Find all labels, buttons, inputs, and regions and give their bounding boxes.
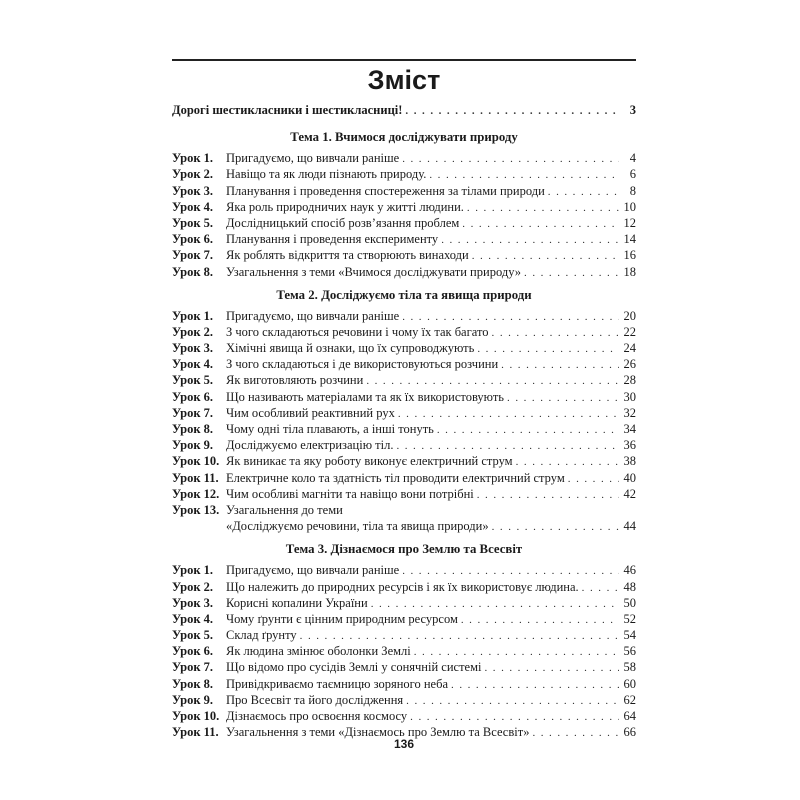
toc-lesson-entry[interactable] xyxy=(172,421,636,437)
lesson-page: 4 xyxy=(629,151,636,166)
lesson-title: Що належить до природних ресурсів і як їх використовує людина. xyxy=(226,579,579,594)
lesson-label: Урок 6. xyxy=(172,232,214,247)
dot-leader xyxy=(548,184,619,200)
topic-heading: Тема 2. Досліджуємо тіла та явища природи xyxy=(276,287,532,302)
lesson-title: Що відомо про сусідів Землі у сонячній системі xyxy=(226,660,482,675)
lesson-label: Урок 6. xyxy=(172,644,214,659)
lesson-label: Урок 5. xyxy=(172,373,214,388)
dot-leader xyxy=(507,390,619,406)
lesson-page: 10 xyxy=(623,199,636,214)
lesson-title: Узагальнення до теми xyxy=(226,502,343,517)
lesson-title: Електричне коло та здатність тіл проводити електричний струм xyxy=(226,470,565,485)
lesson-title: Привідкриваємо таємницю зоряного неба xyxy=(226,676,449,691)
dot-leader xyxy=(467,200,619,216)
lesson-title: Чому ґрунти є цінним природним ресурсом xyxy=(226,611,458,626)
lesson-title: Як виготовляють розчини xyxy=(226,373,364,388)
lesson-page: 34 xyxy=(623,422,636,436)
lesson-title: Пригадуємо, що вивчали раніше xyxy=(226,563,400,578)
lesson-label: Урок 8. xyxy=(172,264,214,279)
lesson-label: Урок 9. xyxy=(172,692,214,707)
lesson-title: Хімічні явища й ознаки, що їх супроводжують xyxy=(226,341,475,356)
toc-lesson-entry[interactable] xyxy=(172,324,636,340)
toc-lesson-entry[interactable] xyxy=(172,692,636,708)
toc-lesson-entry[interactable] xyxy=(172,595,636,611)
top-rule xyxy=(172,59,636,61)
lesson-page: 48 xyxy=(623,579,636,594)
intro-page: 3 xyxy=(629,103,636,117)
lesson-title: Чим особливий реактивний рух xyxy=(226,405,395,420)
lesson-label: Урок 3. xyxy=(172,341,214,356)
toc-intro-entry[interactable] xyxy=(172,102,636,118)
dot-leader xyxy=(366,373,619,389)
toc-lesson-entry[interactable] xyxy=(172,579,636,595)
lesson-label: Урок 12. xyxy=(172,486,220,501)
dot-leader xyxy=(582,580,619,596)
lesson-page: 6 xyxy=(629,167,636,182)
lesson-title: Яка роль природничих наук у житті людини. xyxy=(226,199,464,214)
toc-lesson-entry[interactable] xyxy=(172,183,636,199)
dot-leader xyxy=(410,709,619,725)
lesson-label: Урок 9. xyxy=(172,438,214,453)
dot-leader xyxy=(516,454,619,470)
toc-lesson-entry[interactable] xyxy=(172,627,636,643)
lesson-page: 60 xyxy=(623,676,636,691)
toc-lesson-entry[interactable] xyxy=(172,199,636,215)
lesson-title: Узагальнення з теми «Вчимося досліджувати природу» xyxy=(226,264,522,279)
dot-leader xyxy=(492,325,619,341)
dot-leader xyxy=(405,103,619,119)
lesson-page: 44 xyxy=(623,519,636,534)
lesson-label: Урок 3. xyxy=(172,595,214,610)
lesson-label: Урок 4. xyxy=(172,199,214,214)
lesson-page: 46 xyxy=(623,563,636,578)
toc-lesson-entry[interactable] xyxy=(172,356,636,372)
dot-leader xyxy=(462,216,619,232)
intro-text: Дорогі шестикласники і шестикласниці! xyxy=(172,103,403,117)
dot-leader xyxy=(398,406,619,422)
dot-leader xyxy=(371,596,619,612)
toc-lesson-entry[interactable] xyxy=(172,437,636,453)
lesson-page: 32 xyxy=(623,405,636,420)
toc-lesson-entry[interactable] xyxy=(172,676,636,692)
dot-leader xyxy=(472,248,619,264)
toc-lesson-entry[interactable] xyxy=(172,389,636,405)
dot-leader xyxy=(484,660,619,676)
lesson-page: 30 xyxy=(623,389,636,404)
lesson-label: Урок 7. xyxy=(172,248,214,263)
dot-leader xyxy=(477,341,619,357)
lesson-label: Урок 4. xyxy=(172,357,214,372)
lesson-title: Узагальнення з теми «Дізнаємось про Землю та Всесвіт» xyxy=(226,725,530,740)
lesson-label: Урок 8. xyxy=(172,422,214,436)
lesson-label: Урок 2. xyxy=(172,324,214,339)
lesson-title: Склад ґрунту xyxy=(226,628,297,643)
lesson-title: З чого складаються речовини і чому їх так багато xyxy=(226,324,489,339)
dot-leader xyxy=(402,563,619,579)
lesson-title: Планування і проведення спостереження за тілами природи xyxy=(226,183,545,198)
lesson-title: Як виникає та яку роботу виконує електричний струм xyxy=(226,454,513,469)
lesson-label: Урок 7. xyxy=(172,660,214,675)
lesson-page: 54 xyxy=(623,628,636,643)
dot-leader xyxy=(568,471,619,487)
toc-lesson-entry[interactable] xyxy=(172,562,636,578)
lesson-title: Як роблять відкриття та створюють винаходи xyxy=(226,248,469,263)
lesson-title: Пригадуємо, що вивчали раніше xyxy=(226,308,400,323)
lesson-title: Корисні копалини України xyxy=(226,595,368,610)
dot-leader xyxy=(477,487,619,503)
lesson-label: Урок 10. xyxy=(172,454,220,469)
toc-lesson-entry[interactable] xyxy=(172,708,636,724)
lesson-page: 52 xyxy=(623,611,636,626)
dot-leader xyxy=(414,644,619,660)
lesson-label: Урок 1. xyxy=(172,563,214,578)
lesson-page: 36 xyxy=(623,438,636,453)
dot-leader xyxy=(492,519,619,535)
toc-lesson-entry[interactable] xyxy=(172,340,636,356)
lesson-page: 56 xyxy=(623,644,636,659)
lesson-label: Урок 3. xyxy=(172,183,214,198)
lesson-page: 28 xyxy=(623,373,636,388)
toc-lesson-entry[interactable] xyxy=(172,405,636,421)
toc-lesson-entry[interactable] xyxy=(172,659,636,675)
toc-lesson-entry[interactable] xyxy=(172,453,636,469)
lesson-label: Урок 11. xyxy=(172,725,219,740)
dot-leader xyxy=(406,693,619,709)
lesson-label: Урок 4. xyxy=(172,611,214,626)
lesson-page: 38 xyxy=(623,454,636,469)
lesson-title: Дослідницький спосіб розв’язання проблем xyxy=(226,215,460,230)
lesson-page: 20 xyxy=(623,308,636,323)
lesson-title: Що називають матеріалами та як їх використовують xyxy=(226,389,505,404)
toc-lesson-entry[interactable] xyxy=(172,372,636,388)
dot-leader xyxy=(441,232,619,248)
topics-container xyxy=(172,128,636,740)
lesson-page: 66 xyxy=(623,725,636,740)
lesson-page: 22 xyxy=(623,324,636,339)
toc-lesson-entry[interactable] xyxy=(172,231,636,247)
lesson-title: Чому одні тіла плавають, а інші тонуть xyxy=(226,422,434,436)
lesson-label: Урок 1. xyxy=(172,151,214,166)
dot-leader xyxy=(524,265,619,281)
page-title: Зміст xyxy=(367,65,441,95)
dot-leader xyxy=(429,167,619,183)
toc-lesson-entry[interactable] xyxy=(172,247,636,263)
lesson-title-continuation: «Досліджуємо речовини, тіла та явища природи» xyxy=(226,519,489,534)
lesson-title: Про Всесвіт та його дослідження xyxy=(226,692,404,707)
lesson-title: Пригадуємо, що вивчали раніше xyxy=(226,151,400,166)
lesson-label: Урок 7. xyxy=(172,405,214,420)
lesson-label: Урок 2. xyxy=(172,167,214,182)
dot-leader xyxy=(402,151,619,167)
toc-lesson-entry[interactable] xyxy=(172,643,636,659)
lesson-page: 40 xyxy=(623,470,636,485)
lesson-page: 58 xyxy=(623,660,636,675)
toc-lesson-entry[interactable] xyxy=(172,486,636,502)
lesson-label: Урок 1. xyxy=(172,308,214,323)
toc-lesson-entry[interactable] xyxy=(172,264,636,280)
dot-leader xyxy=(437,422,619,438)
lesson-page: 14 xyxy=(623,232,636,247)
lesson-title: Досліджуємо електризацію тіл. xyxy=(226,438,394,453)
lesson-label: Урок 5. xyxy=(172,628,214,643)
lesson-page: 50 xyxy=(623,595,636,610)
lesson-page: 18 xyxy=(623,264,636,279)
lesson-page: 64 xyxy=(623,709,636,723)
lesson-label: Урок 10. xyxy=(172,709,220,723)
dot-leader xyxy=(396,438,619,454)
lesson-title: Як людина змінює оболонки Землі xyxy=(226,644,411,659)
lesson-page: 16 xyxy=(623,248,636,263)
toc-lesson-entry[interactable] xyxy=(172,150,636,166)
lesson-label: Урок 13. xyxy=(172,502,220,517)
dot-leader xyxy=(461,612,619,628)
page-number: 136 xyxy=(393,737,415,751)
toc-lesson-entry[interactable] xyxy=(172,470,636,486)
toc-lesson-continuation[interactable] xyxy=(172,518,636,534)
table-of-contents xyxy=(172,102,636,740)
lesson-page: 26 xyxy=(623,357,636,372)
lesson-title: Навіщо та як люди пізнають природу. xyxy=(226,167,427,182)
lesson-label: Урок 2. xyxy=(172,579,214,594)
lesson-page: 24 xyxy=(623,341,636,356)
topic-heading: Тема 1. Вчимося досліджувати природу xyxy=(290,130,518,145)
dot-leader xyxy=(300,628,619,644)
dot-leader xyxy=(402,309,619,325)
lesson-label: Урок 8. xyxy=(172,676,214,691)
lesson-page: 62 xyxy=(623,692,636,707)
dot-leader xyxy=(501,357,619,373)
toc-lesson-entry[interactable] xyxy=(172,166,636,182)
lesson-title: З чого складаються і де використовуються розчини xyxy=(226,357,499,372)
dot-leader xyxy=(451,677,619,693)
lesson-title: Дізнаємось про освоєння космосу xyxy=(226,709,408,723)
toc-lesson-entry[interactable] xyxy=(172,611,636,627)
book-page xyxy=(172,0,636,800)
lesson-label: Урок 11. xyxy=(172,470,219,485)
lesson-title: Планування і проведення експерименту xyxy=(226,232,439,247)
lesson-label: Урок 6. xyxy=(172,389,214,404)
lesson-title: Чим особливі магніти та навіщо вони потрібні xyxy=(226,486,474,501)
toc-lesson-entry[interactable] xyxy=(172,308,636,324)
lesson-page: 12 xyxy=(623,215,636,230)
lesson-page: 8 xyxy=(629,183,636,198)
toc-lesson-entry[interactable] xyxy=(172,215,636,231)
lesson-page: 42 xyxy=(623,486,636,501)
topic-heading: Тема 3. Дізнаємося про Землю та Всесвіт xyxy=(285,542,523,557)
toc-lesson-entry[interactable] xyxy=(172,502,636,518)
lesson-label: Урок 5. xyxy=(172,215,214,230)
